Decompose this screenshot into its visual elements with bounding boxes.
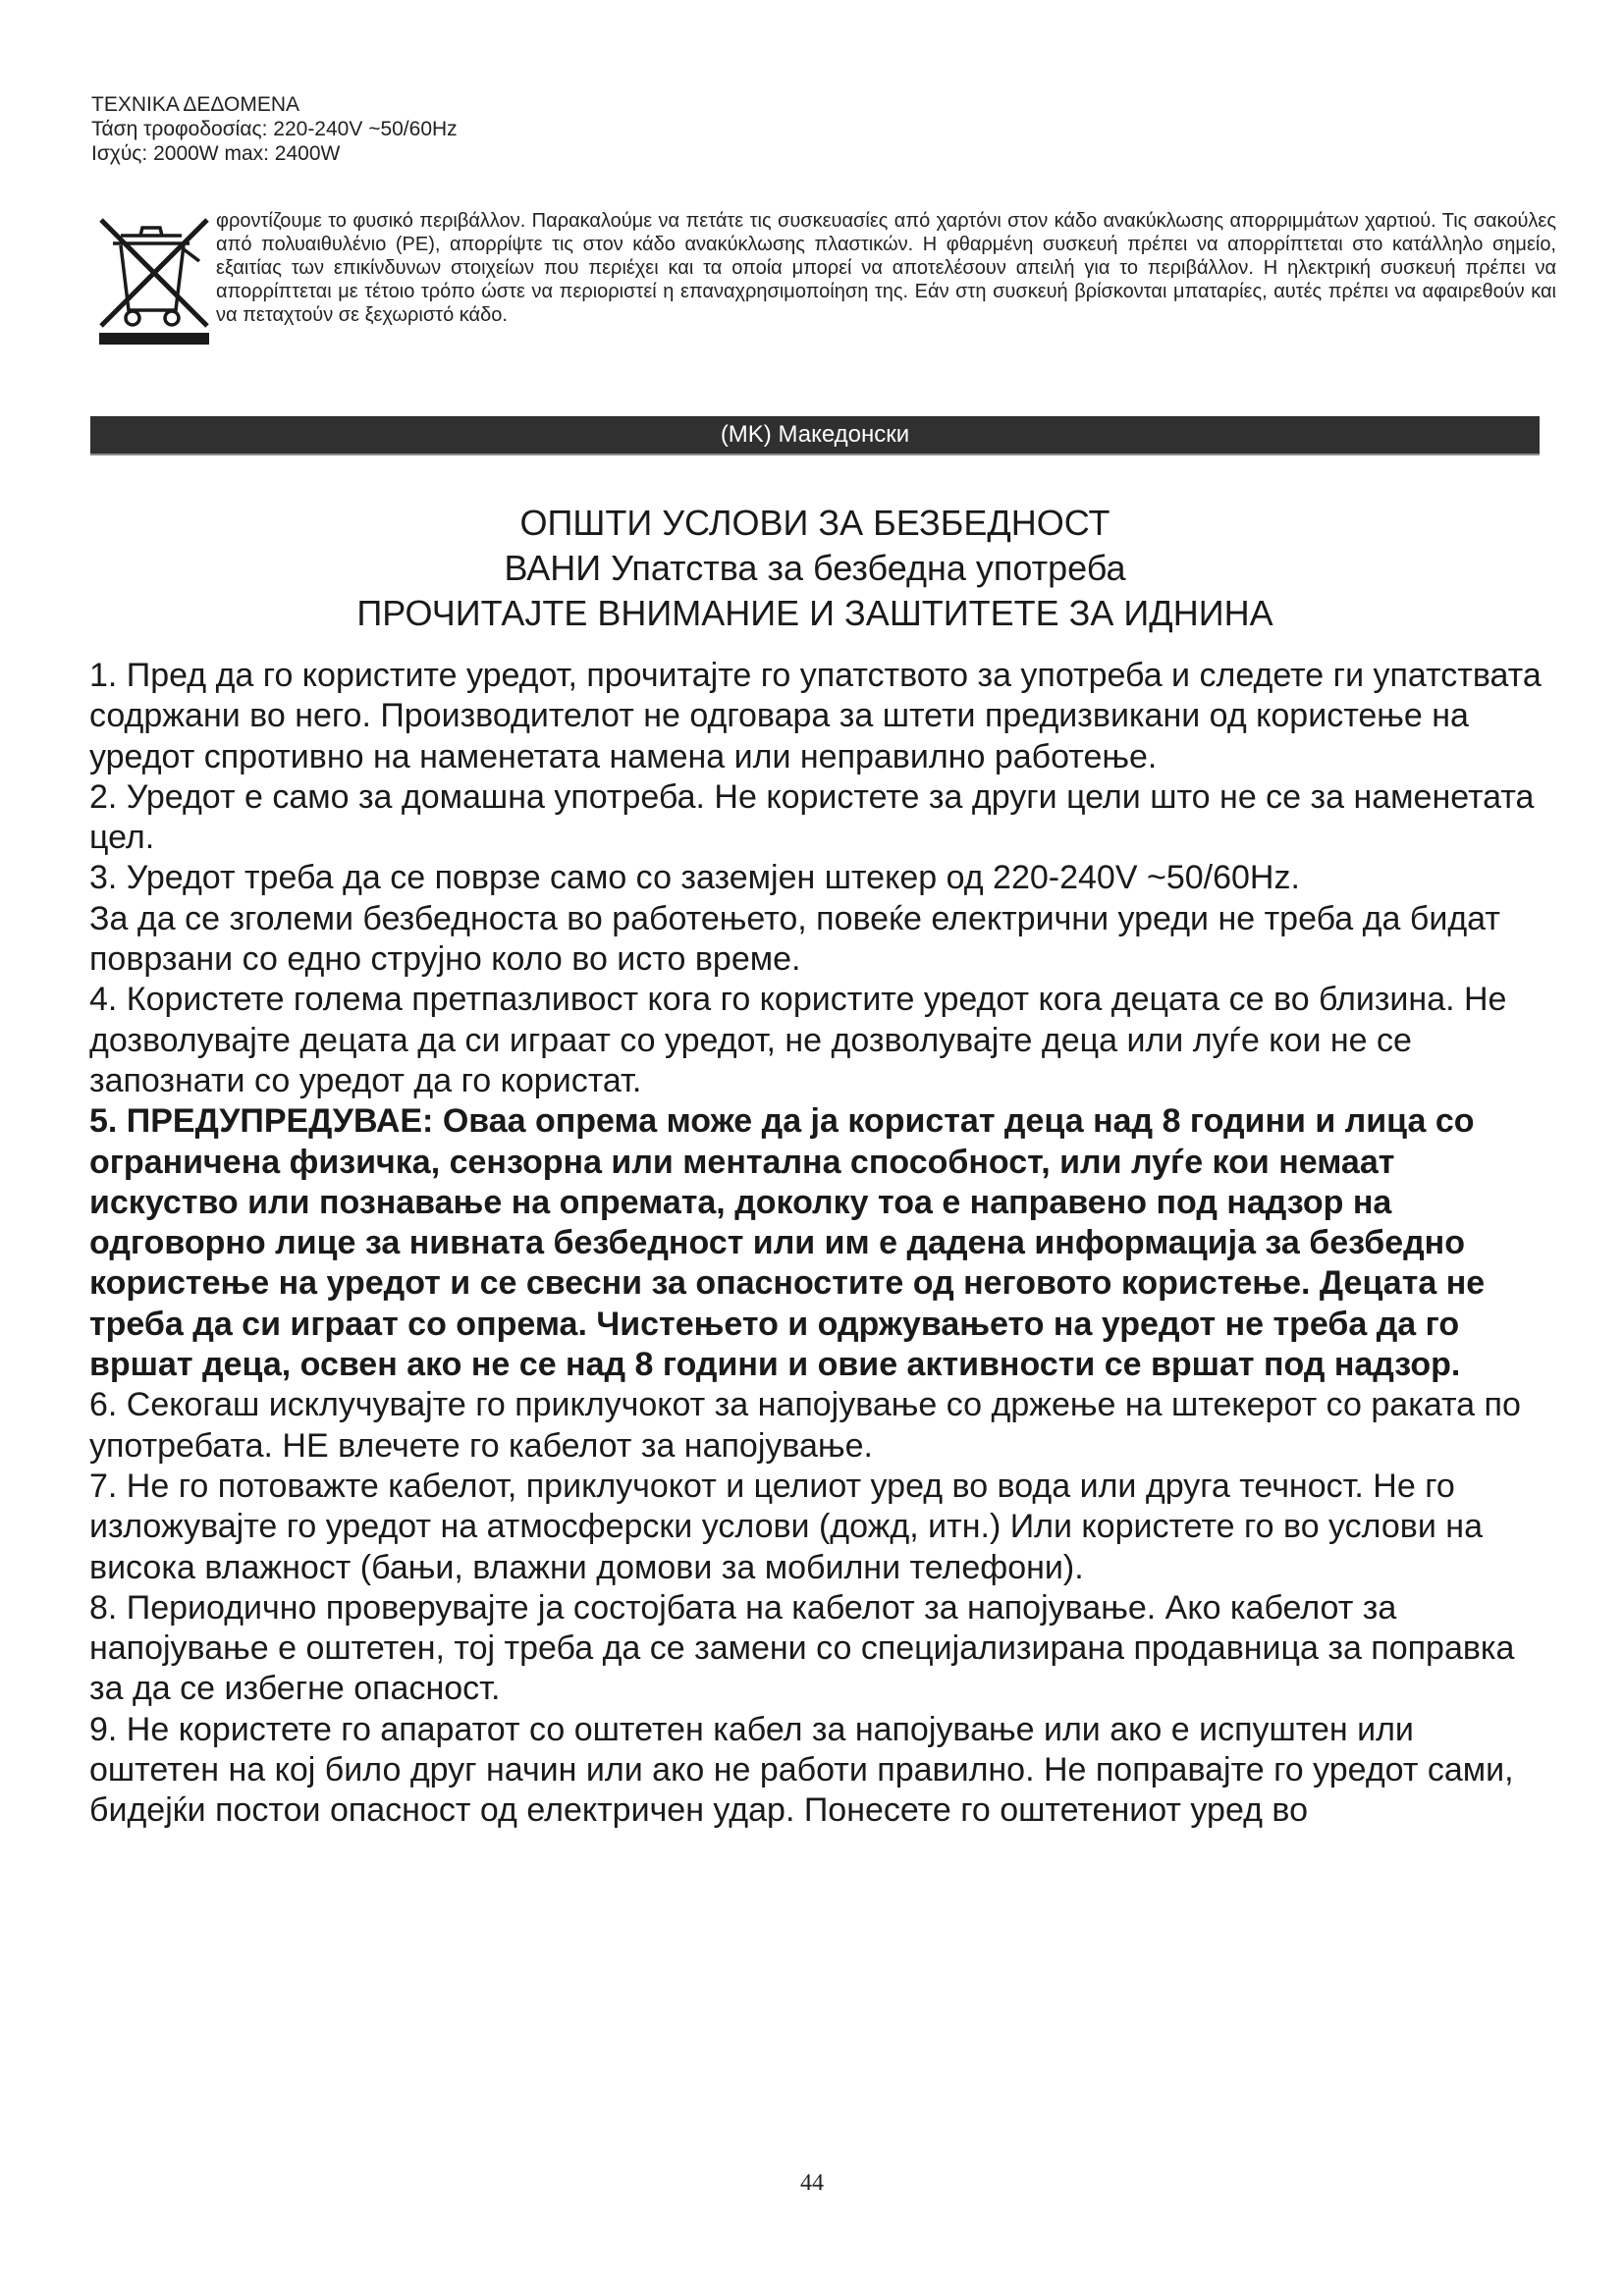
title-read-carefully: ПРОЧИТАЈТЕ ВНИМАНИЕ И ЗАШТИТЕТЕ ЗА ИДНИНА: [356, 593, 1273, 633]
crossed-out-wheelie-bin-icon: [91, 214, 217, 346]
language-section-bar: (MK) Македонски: [90, 416, 1540, 455]
instruction-3: 3. Уредот треба да се поврзе само со заземјен штекер од 220-240V ~50/60Hz.: [89, 859, 1300, 897]
title-general-safety: ОПШТИ УСЛОВИ ЗА БЕЗБЕДНОСТ: [519, 503, 1110, 543]
instruction-5-warning: 5. ПРЕДУПРЕДУВАЕ: Оваа опрема може да ја користат деца над 8 години и лица со ограничена физичка, сензорна или ментална способност, или луѓе кои немаат искуство или познавање на опремата, доколку тоа е направено под надзор на одговорно лице за нивната безбедност или им е дадена информација за безбедно користење на уредот и се свесни за опасностите од неговото користење. Децата не треба да си играат со опрема. Чистењето и одржувањето на уредот не треба да го вршат деца, освен ако не се над 8 години и овие активности се вршат под надзор.: [89, 1102, 1486, 1384]
instruction-7: 7. Не го потоважте кабелот, приклучокот и целиот уред во вода или друга течност. Не го изложувајте го уредот на атмосферски услови (дожд, итн.) Или користете го во услови на висока влажност (бањи, влажни домови за мобилни телефони).: [89, 1467, 1483, 1586]
page-number: 44: [800, 2170, 824, 2196]
title-important-instructions: ВАНИ Упатства за безбедна употреба: [504, 548, 1126, 588]
instruction-6: 6. Секогаш исклучувајте го приклучокот за напојување со држење на штекерот со раката по употребата. НЕ влечете го кабелот за напојување.: [89, 1386, 1521, 1465]
instruction-1: 1. Пред да го користите уредот, прочитајте го упатството за употреба и следете ги упатствата содржани во него. Производителот не одговара за штети предизвикани од користење на уредот спротивно на наменетата намена или неправилно работење.: [89, 657, 1542, 775]
instruction-3-note: За да се зголеми безбедноста во работењето, повеќе електрични уреди не треба да бидат поврзани со едно струјно коло во исто време.: [89, 899, 1500, 979]
instruction-8: 8. Периодично проверувајте ја состојбата на кабелот за напојување. Ако кабелот за напојување е оштетен, тој треба да се замени со специјализирана продавница за поправка за да се избегне опасност.: [89, 1588, 1515, 1708]
technical-data-block: [91, 92, 458, 166]
technical-data-voltage: Τάση τροφοδοσίας: 220-240V ~50/60Hz: [91, 118, 458, 140]
instruction-4: 4. Користете голема претпазливост кога го користите уредот кога децата се во близина. Не дозволувајте децата да си играат со уредот, не дозволувајте деца или луѓе кои не се запознати со уредот да го користат.: [89, 981, 1507, 1099]
instruction-9: 9. Не користете го апаратот со оштетен кабел за напојување или ако е испуштен или оштетен на кој било друг начин или ако не работи правилно. Не поправајте го уредот сами, бидејќи постои опасност од електричен удар. Понесете го оштетениот уред во: [89, 1710, 1514, 1830]
safety-instructions: [89, 656, 1552, 1832]
safety-titles: [90, 501, 1540, 636]
technical-data-heading: ΤΕΧΝΙΚΑ ΔΕΔΟΜΕΝΑ: [91, 93, 299, 116]
instruction-2: 2. Уредот е само за домашна употреба. Не користете за други цели што не се за наменетата цел.: [89, 777, 1535, 857]
technical-data-power: Ισχύς: 2000W max: 2400W: [91, 142, 341, 165]
recycling-notice-text: φροντίζουμε το φυσικό περιβάλλον. Παρακαλούμε να πετάτε τις συσκευασίες από χαρτόνι στον κάδο ανακύκλωσης απορριμμάτων χαρτιού. Τις σακούλες από πολυαιθυλένιο (PE), απορρίψτε τις στον κάδο ανακύκλωσης πλαστικών. Η φθαρμένη συσκευή πρέπει να απορρίπτεται στο κατάλληλο σημείο, εξαιτίας των επικίνδυνων στοιχείων που περιέχει και τα οποία μπορεί να αποτελέσουν απειλή για το περιβάλλον. Η ηλεκτρική συσκευή πρέπει να απορρίπτεται με τέτοιο τρόπο ώστε να περιοριστεί η επαναχρησιμοποίηση της. Εάν στη συσκευή βρίσκονται μπαταρίες, αυτές πρέπει να αφαιρεθούν και να πεταχτούν σε ξεχωριστό κάδο.: [216, 210, 1556, 326]
